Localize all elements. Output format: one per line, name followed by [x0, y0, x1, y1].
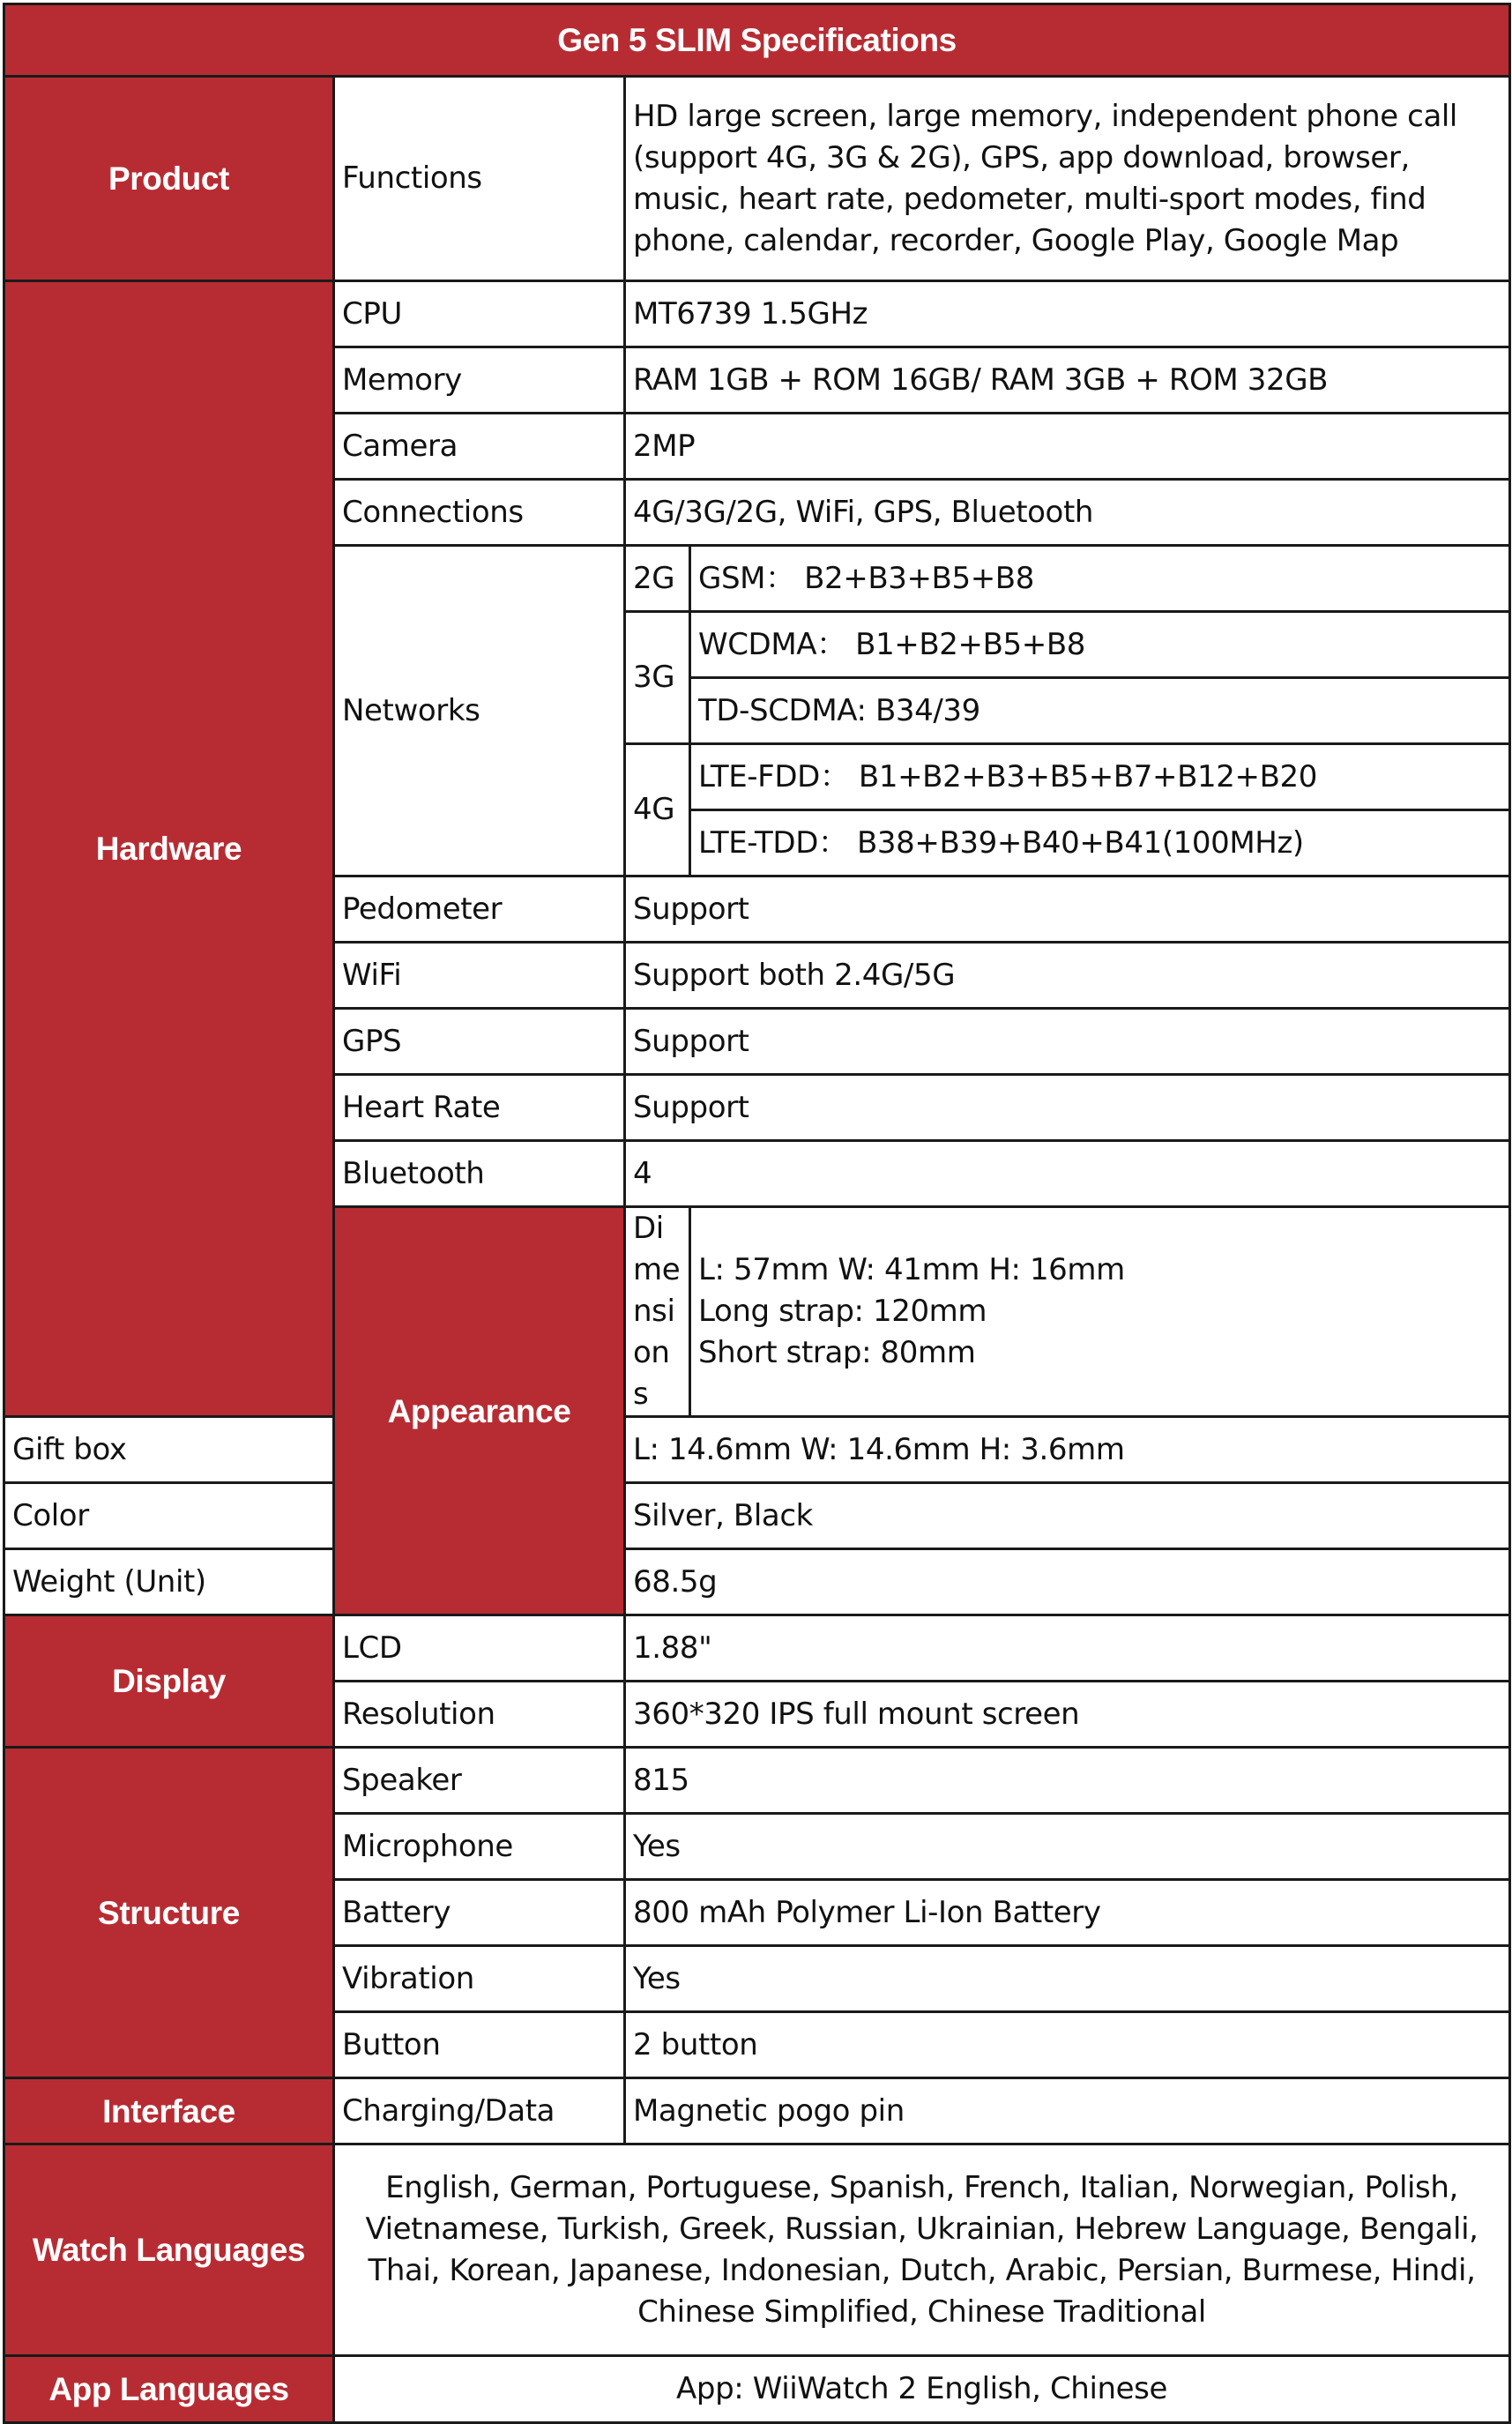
speaker-label: Speaker: [334, 1748, 625, 1814]
dimensions-line: Long strap: 120mm: [698, 1294, 987, 1329]
resolution-label: Resolution: [334, 1682, 625, 1748]
color-label: Color: [4, 1483, 334, 1549]
spec-table: [3, 3, 1511, 2424]
heart-rate-label: Heart Rate: [334, 1075, 625, 1141]
speaker-value: 815: [625, 1748, 1510, 1814]
gift-box-value: L: 14.6mm W: 14.6mm H: 3.6mm: [625, 1417, 1510, 1483]
table-row: [4, 1748, 1510, 1814]
battery-label: Battery: [334, 1880, 625, 1946]
connections-label: Connections: [334, 480, 625, 546]
microphone-value: Yes: [625, 1814, 1510, 1880]
table-row: [4, 2356, 1510, 2423]
memory-value: RAM 1GB + ROM 16GB/ RAM 3GB + ROM 32GB: [625, 347, 1510, 414]
category-appearance: Appearance: [334, 1207, 625, 1615]
network-gsm-value: GSM： B2+B3+B5+B8: [690, 546, 1510, 612]
network-tdscdma-value: TD-SCDMA: B34/39: [690, 678, 1510, 744]
vibration-label: Vibration: [334, 1946, 625, 2012]
category-app-languages: App Languages: [4, 2356, 334, 2423]
table-row: [4, 2144, 1510, 2356]
gps-label: GPS: [334, 1009, 625, 1075]
wifi-value: Support both 2.4G/5G: [625, 943, 1510, 1009]
network-wcdma-value: WCDMA： B1+B2+B5+B8: [690, 612, 1510, 678]
memory-label: Memory: [334, 347, 625, 414]
dimensions-value: [690, 1207, 1510, 1417]
table-row: [4, 77, 1510, 281]
network-2g-label: 2G: [625, 546, 690, 612]
camera-label: Camera: [334, 414, 625, 480]
button-value: 2 button: [625, 2012, 1510, 2078]
watch-languages-value: English, German, Portuguese, Spanish, French, Italian, Norwegian, Polish, Vietnamese, Turkish, Greek, Russian, Ukrainian, Hebrew Language, Bengali, Thai, Korean, Japanese, Indonesian, Dutch, Arabic, Persian, Burmese, Hindi, Chinese Simplified, Chinese Traditional: [334, 2144, 1510, 2356]
table-title: Gen 5 SLIM Specifications: [4, 4, 1510, 77]
vibration-value: Yes: [625, 1946, 1510, 2012]
table-row: [4, 2078, 1510, 2144]
table-row: [4, 281, 1510, 347]
cpu-label: CPU: [334, 281, 625, 347]
network-3g-label: 3G: [625, 612, 690, 744]
network-ltefdd-value: LTE-FDD： B1+B2+B3+B5+B7+B12+B20: [690, 744, 1510, 810]
title-row: [4, 4, 1510, 77]
app-languages-value: App: WiiWatch 2 English, Chinese: [334, 2356, 1510, 2423]
category-watch-languages: Watch Languages: [4, 2144, 334, 2356]
dimensions-line: Short strap: 80mm: [698, 1335, 976, 1370]
dimensions-line: L: 57mm W: 41mm H: 16mm: [698, 1252, 1125, 1287]
table-row: [4, 1483, 1510, 1549]
button-label: Button: [334, 2012, 625, 2078]
category-structure: Structure: [4, 1748, 334, 2078]
category-product: Product: [4, 77, 334, 281]
bluetooth-label: Bluetooth: [334, 1141, 625, 1207]
color-value: Silver, Black: [625, 1483, 1510, 1549]
gift-box-label: Gift box: [4, 1417, 334, 1483]
networks-label: Networks: [334, 546, 625, 876]
battery-value: 800 mAh Polymer Li-Ion Battery: [625, 1880, 1510, 1946]
table-row: [4, 1549, 1510, 1615]
wifi-label: WiFi: [334, 943, 625, 1009]
pedometer-label: Pedometer: [334, 876, 625, 943]
camera-value: 2MP: [625, 414, 1510, 480]
category-interface: Interface: [4, 2078, 334, 2144]
lcd-label: LCD: [334, 1615, 625, 1682]
gps-value: Support: [625, 1009, 1510, 1075]
dimensions-label: Dimensions: [625, 1207, 690, 1417]
charging-value: Magnetic pogo pin: [625, 2078, 1510, 2144]
network-ltetdd-value: LTE-TDD： B38+B39+B40+B41(100MHz): [690, 810, 1510, 876]
microphone-label: Microphone: [334, 1814, 625, 1880]
table-row: [4, 1417, 1510, 1483]
weight-label: Weight (Unit): [4, 1549, 334, 1615]
table-row: [4, 1615, 1510, 1682]
category-display: Display: [4, 1615, 334, 1748]
connections-value: 4G/3G/2G, WiFi, GPS, Bluetooth: [625, 480, 1510, 546]
functions-value: HD large screen, large memory, independent phone call (support 4G, 3G & 2G), GPS, app download, browser, music, heart rate, pedometer, multi-sport modes, find phone, calendar, recorder, Google Play, Google Map: [625, 77, 1510, 281]
network-4g-label: 4G: [625, 744, 690, 876]
charging-label: Charging/Data: [334, 2078, 625, 2144]
heart-rate-value: Support: [625, 1075, 1510, 1141]
category-hardware: Hardware: [4, 281, 334, 1417]
lcd-value: 1.88": [625, 1615, 1510, 1682]
resolution-value: 360*320 IPS full mount screen: [625, 1682, 1510, 1748]
weight-value: 68.5g: [625, 1549, 1510, 1615]
bluetooth-value: 4: [625, 1141, 1510, 1207]
cpu-value: MT6739 1.5GHz: [625, 281, 1510, 347]
functions-label: Functions: [334, 77, 625, 281]
pedometer-value: Support: [625, 876, 1510, 943]
